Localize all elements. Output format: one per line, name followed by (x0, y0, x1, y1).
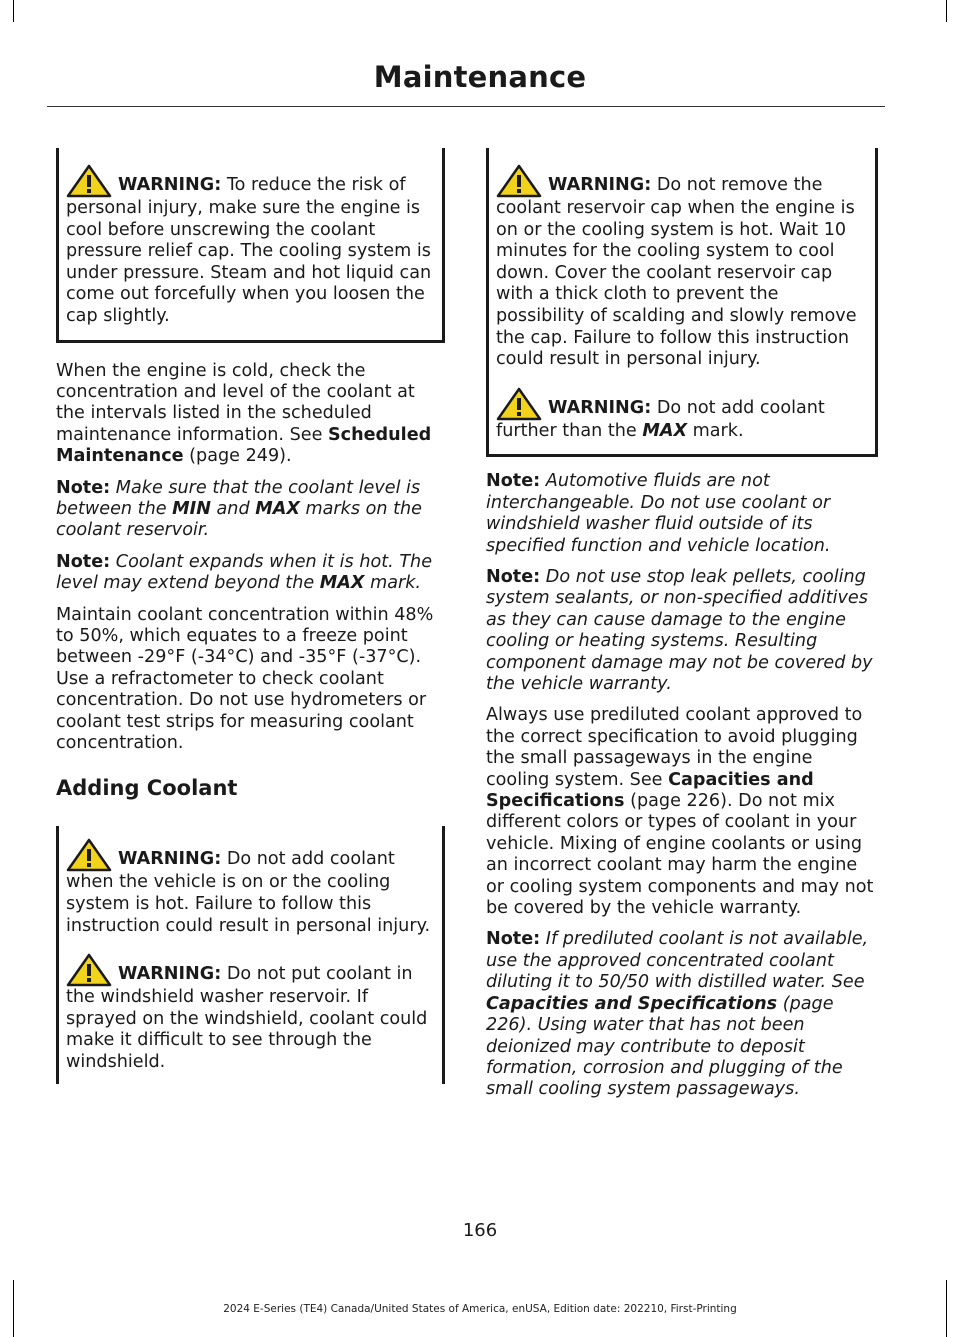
scheduled-maintenance-link[interactable]: Scheduled Maintenance (56, 424, 432, 467)
note-text: If prediluted coolant is not available, use the approved concentrated coolant diluting it to 50/50 with distilled water. See (486, 929, 869, 993)
warning-box (56, 148, 445, 343)
warning-text: Do not add coolant further than the (496, 397, 825, 441)
warning-paragraph (66, 953, 434, 1083)
warning-label: WARNING: (548, 397, 652, 418)
note-coolant-level (56, 478, 445, 542)
warning-triangle-icon (496, 164, 542, 198)
max-mark: MAX (642, 420, 688, 441)
warning-triangle-icon (66, 838, 112, 872)
note-concentrated-coolant (486, 929, 878, 1100)
warning-label: WARNING: (118, 175, 222, 195)
warning-triangle-icon (496, 387, 542, 421)
note-label: Note: (486, 471, 541, 492)
left-column (56, 148, 445, 1084)
warning-paragraph (496, 164, 867, 371)
warning-text: mark. (687, 420, 744, 441)
note-text: Do not use stop leak pellets, cooling system sealants, or non-specified additives as they can cause damage to the engine cooling or heating systems. Resulting component damage may not be covered by the vehicle warranty. (486, 566, 873, 694)
prediluted-coolant-paragraph (486, 705, 878, 919)
paragraph-text: (page 226). Do not mix different colors or types of coolant in your vehicle. Mixing of engine coolants or using an incorrect coolant may harm the engine or cooling system components and may not be covered by the vehicle warranty. (486, 791, 874, 919)
right-column (486, 148, 878, 1111)
coolant-check-paragraph (56, 361, 445, 468)
coolant-concentration-paragraph: Maintain coolant concentration within 48% to 50%, which equates to a freeze point between -29°F (-34°C) and -35°F (-37°C). Use a refractometer to check coolant concentration. Do not use hydrometers or coolant test strips for measuring coolant concentration. (56, 604, 434, 754)
header-divider (47, 106, 885, 107)
section-heading: Adding Coolant (56, 776, 238, 801)
warning-text: Do not remove the coolant reservoir cap when the engine is on or the cooling system is hot. Wait 10 minutes for the cooling system to cool down. Cover the coolant reservoir cap with a thick cloth to prevent the possibility of scalding and slowly remove the cap. Failure to follow this instruction could result in personal injury. (496, 175, 857, 370)
note-coolant-expands (56, 552, 445, 595)
warning-label: WARNING: (118, 849, 222, 870)
note-text: marks on the coolant reservoir. (56, 499, 422, 541)
warning-label: WARNING: (118, 964, 222, 985)
warning-label: WARNING: (548, 175, 652, 195)
paragraph-text: When the engine is cold, check the concentration and level of the coolant at the intervals listed in the scheduled maintenance information. See (56, 360, 415, 445)
warning-paragraph (66, 164, 434, 328)
note-label: Note: (56, 477, 111, 498)
warning-triangle-icon (66, 164, 112, 198)
min-mark: MIN (172, 499, 211, 519)
crop-mark (946, 0, 947, 22)
warning-text: To reduce the risk of personal injury, make sure the engine is cool before unscrewing the coolant pressure relief cap. The cooling system is under pressure. Steam and hot liquid can come out forcefully when you loosen the cap slightly. (66, 175, 432, 326)
page-number: 166 (462, 1220, 498, 1241)
paragraph-text: Always use prediluted coolant approved to the correct specification to avoid plugging the small passageways in the engine cooling system. See (486, 705, 863, 790)
capacities-specifications-link[interactable]: Capacities and Specifications (486, 769, 814, 812)
max-mark: MAX (319, 573, 365, 594)
warning-text: Do not put coolant in the windshield washer reservoir. If sprayed on the windshield, coolant could make it difficult to see through the windshield. (66, 964, 428, 1073)
warning-triangle-icon (66, 953, 112, 987)
note-label: Note: (486, 566, 541, 587)
note-text: and (210, 499, 256, 519)
footer-edition-info: 2024 E-Series (TE4) Canada/United States of America, enUSA, Edition date: 202210, First-Printing (223, 1303, 737, 1315)
warning-paragraph (66, 838, 434, 937)
note-text: Coolant expands when it is hot. The level may extend beyond the (56, 551, 433, 594)
note-label: Note: (56, 551, 111, 572)
capacities-specifications-link[interactable]: Capacities and Specifications (486, 993, 778, 1014)
note-stop-leak (486, 567, 878, 695)
note-text: mark. (364, 573, 422, 594)
warning-text: Do not add coolant when the vehicle is on or the cooling system is hot. Failure to follow this instruction could result in personal injury. (66, 849, 431, 936)
warning-box (486, 148, 878, 457)
max-mark: MAX (255, 499, 300, 519)
page-title: Maintenance (373, 60, 587, 94)
note-text: Automotive fluids are not interchangeable. Do not use coolant or windshield washer fluid outside of its specified function and vehicle location. (486, 471, 831, 556)
warning-box (56, 826, 445, 1083)
note-text: Make sure that the coolant level is between the (56, 477, 421, 519)
note-label: Note: (486, 929, 541, 950)
page-reference: (page 249). (183, 446, 292, 467)
warning-paragraph (496, 387, 867, 443)
note-automotive-fluids (486, 471, 878, 557)
note-text: (page 226). Using water that has not been deionized may contribute to deposit formation, corrosion and plugging of the small cooling system passageways. (486, 993, 843, 1100)
crop-mark (13, 0, 14, 22)
